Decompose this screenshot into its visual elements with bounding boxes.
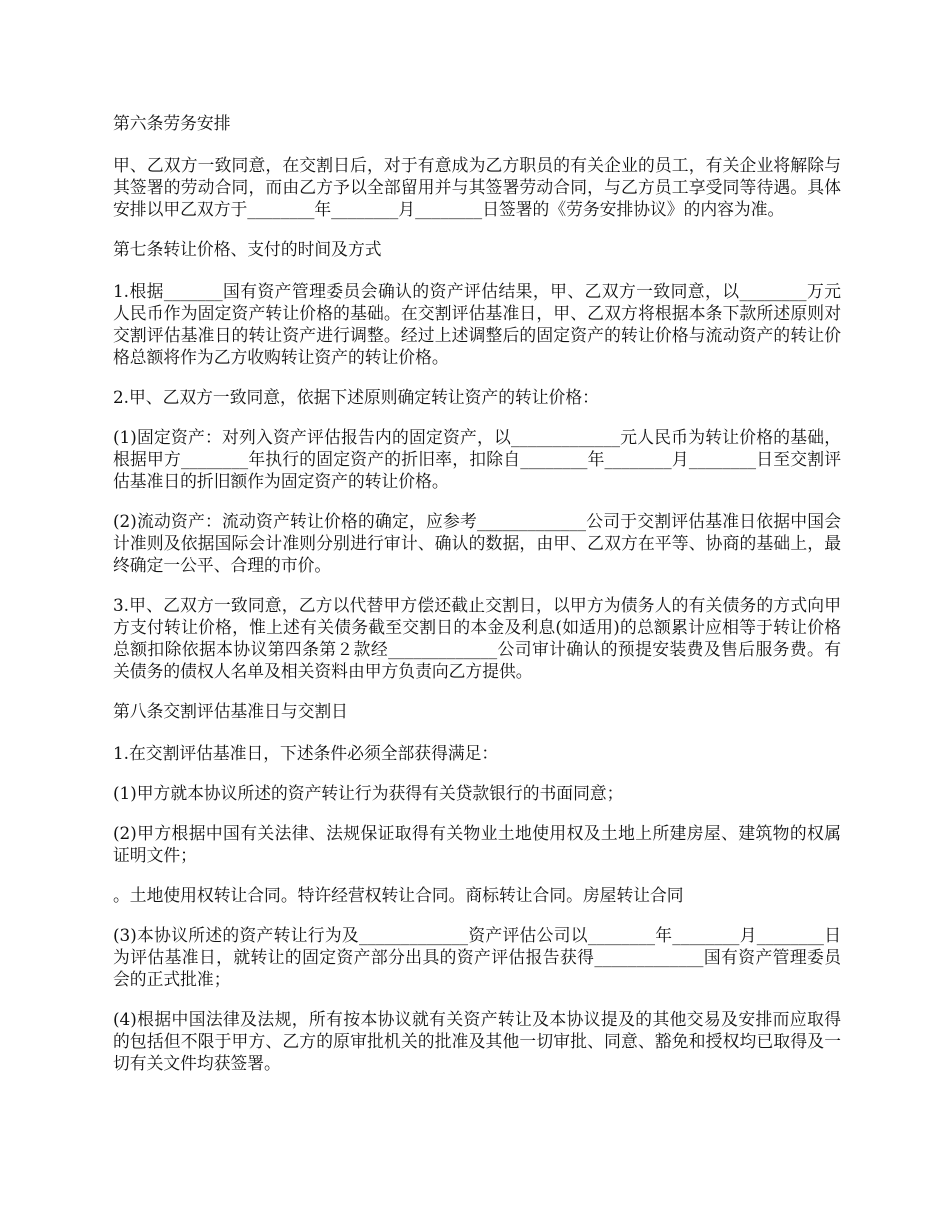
article-6-paragraph: 甲、乙双方一致同意，在交割日后，对于有意成为乙方职员的有关企业的员工，有关企业将解除与其签署的劳动合同，而由乙方予以全部留用并与其签署劳动合同，与乙方员工享受同等待遇。具体安排以甲乙双方于________年________月________日签署的《劳务安排协议》的内容为准。 (113, 155, 841, 219)
article-7-clause-2-current-assets: (2)流动资产：流动资产转让价格的确定，应参考_____________公司于交割评估基准日依据中国会计准则及依据国际会计准则分别进行审计、确认的数据，由甲、乙双方在平等、协商的基础上，最终确定一公平、合理的市价。 (113, 511, 841, 575)
article-8-condition-2: (2)甲方根据中国有关法律、法规保证取得有关物业土地使用权及土地上所建房屋、建筑物的权属证明文件； (113, 823, 841, 865)
article-7-clause-2: 2.甲、乙双方一致同意，依据下述原则确定转让资产的转让价格： (113, 387, 599, 407)
document-page (113, 112, 841, 1092)
article-8-condition-3: (3)本协议所述的资产转让行为及_____________资产评估公司以________年________月________日为评估基准日，就转让的固定资产部分出具的资产评估报告获得_____________国有资产管理委员会的正式批准； (113, 925, 841, 989)
article-7-clause-2-fixed-assets: (1)固定资产：对列入资产评估报告内的固定资产，以_____________元人民币为转让价格的基础，根据甲方________年执行的固定资产的折旧率，扣除自________年________月________日至交割评估基准日的折旧额作为固定资产的转让价格。 (113, 427, 841, 491)
article-8-heading: 第八条交割评估基准日与交割日 (113, 701, 348, 721)
article-8-condition-4: (4)根据中国法律及法规，所有按本协议就有关资产转让及本协议提及的其他交易及安排而应取得的包括但不限于甲方、乙方的原审批机关的批准及其他一切审批、同意、豁免和授权均已取得及一切有关文件均获签署。 (113, 1009, 841, 1073)
article-8-clause-1: 1.在交割评估基准日，下述条件必须全部获得满足： (113, 743, 499, 763)
article-8-condition-1: (1)甲方就本协议所述的资产转让行为获得有关贷款银行的书面同意； (113, 783, 624, 803)
article-6-heading: 第六条劳务安排 (113, 113, 231, 133)
article-7-clause-1: 1.根据_______国有资产管理委员会确认的资产评估结果，甲、乙双方一致同意，以________万元人民币作为固定资产转让价格的基础。在交割评估基准日，甲、乙双方将根据本条下款所述原则对交割评估基准日的转让资产进行调整。经过上述调整后的固定资产的转让价格与流动资产的转让价格总额将作为乙方收购转让资产的转让价格。 (113, 281, 841, 367)
article-7-heading: 第七条转让价格、支付的时间及方式 (113, 239, 382, 259)
article-7-clause-3: 3.甲、乙双方一致同意，乙方以代替甲方偿还截止交割日，以甲方为债务人的有关债务的方式向甲方支付转让价格，惟上述有关债务截至交割日的本金及利息(如适用)的总额累计应相等于转让价格总额扣除依据本协议第四条第２款经_____________公司审计确认的预提安装费及售后服务费。有关债务的债权人名单及相关资料由甲方负责向乙方提供。 (113, 595, 841, 681)
contract-list-line: 。土地使用权转让合同。特许经营权转让合同。商标转让合同。房屋转让合同 (113, 885, 684, 905)
